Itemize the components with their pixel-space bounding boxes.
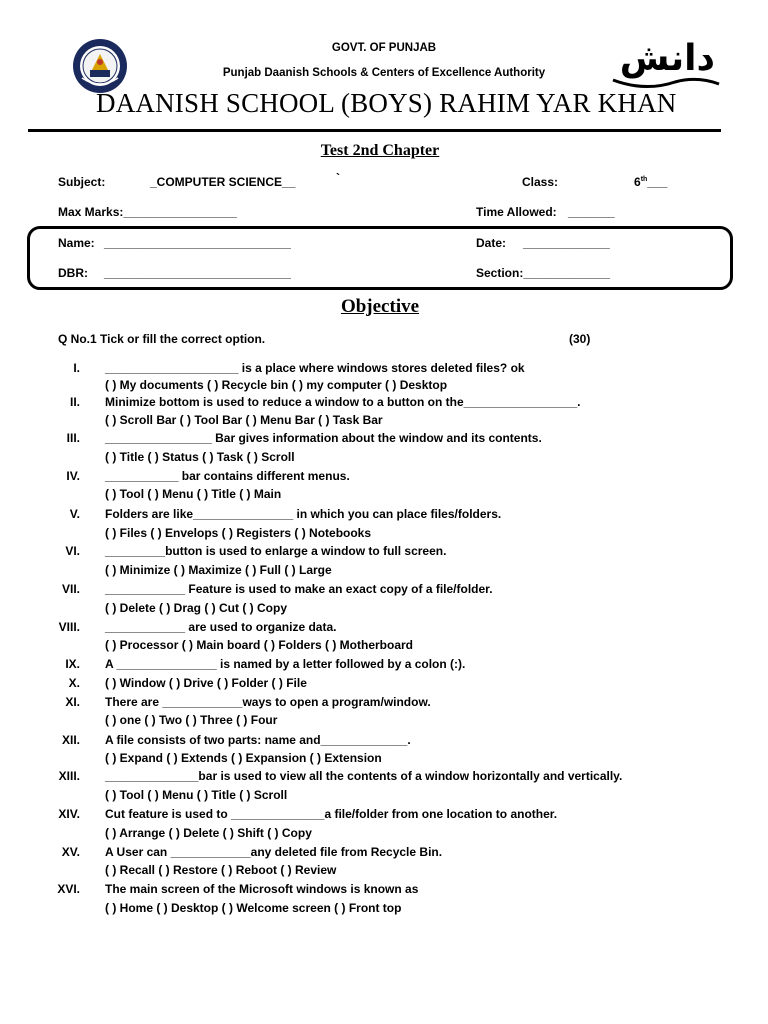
test-title: Test 2nd Chapter [320,142,440,159]
govt-heading: GOVT. OF PUNJAB [331,42,437,54]
question-options[interactable]: ( ) Files ( ) Envelops ( ) Registers ( ) Notebooks [105,526,372,540]
date-label: Date: [476,236,507,250]
authority-heading: Punjab Daanish Schools & Centers of Excellence Authority [222,67,546,79]
question-number: XII. [61,733,80,747]
objective-heading: Objective [340,296,420,317]
question-text: Minimize bottom is used to reduce a window to a button on the_________________. [105,395,581,409]
question-options[interactable]: ( ) My documents ( ) Recycle bin ( ) my computer ( ) Desktop [105,378,448,392]
question-text: There are ____________ways to open a program/window. [105,695,431,709]
question-number: XI. [65,695,80,709]
urdu-daanish-logo [605,34,723,90]
question-text: The main screen of the Microsoft windows is known as [105,882,419,896]
question-number: XIV. [58,807,80,821]
question-options[interactable]: ( ) Tool ( ) Menu ( ) Title ( ) Main [105,487,282,501]
subject-value: _COMPUTER SCIENCE__ [150,175,296,189]
question-text: ______________bar is used to view all the contents of a window horizontally and vertically. [105,769,623,783]
question-text: ________________ Bar gives information about the window and its contents. [105,431,542,445]
subject-label: Subject: [58,175,106,189]
question-number: III. [66,431,80,445]
question-options[interactable]: ( ) Delete ( ) Drag ( ) Cut ( ) Copy [105,601,287,615]
question-number: VI. [65,544,80,558]
question-text: A _______________ is named by a letter followed by a colon (:). [105,657,466,671]
question-number: VII. [61,582,80,596]
question-number: XV. [61,845,80,859]
dbr-label: DBR: [58,266,88,280]
question-number: II. [69,395,80,409]
question-options[interactable]: ( ) Home ( ) Desktop ( ) Welcome screen ( ) Front top [105,901,402,915]
question-text: A User can ____________any deleted file from Recycle Bin. [105,845,443,859]
question-number: IX. [65,657,80,671]
question-text: Cut feature is used to ______________a file/folder from one location to another. [105,807,558,821]
question-number: XVI. [57,882,80,896]
question-options[interactable]: ( ) Processor ( ) Main board ( ) Folders ( ) Motherboard [105,638,414,652]
question-options[interactable]: ( ) Recall ( ) Restore ( ) Reboot ( ) Review [105,863,337,877]
question-text: A file consists of two parts: name and_____________. [105,733,411,747]
school-name: DAANISH SCHOOL (BOYS) RAHIM YAR KHAN [96,88,677,118]
question-options[interactable]: ( ) one ( ) Two ( ) Three ( ) Four [105,713,278,727]
date-field[interactable]: _____________ [523,236,610,250]
stray-backtick: ` [336,171,340,185]
question-number: V. [69,507,80,521]
class-value: 6th___ [634,175,668,189]
question-options[interactable]: ( ) Window ( ) Drive ( ) Folder ( ) File [105,676,307,690]
name-field[interactable]: ____________________________ [104,236,291,250]
question-text: ____________ are used to organize data. [105,620,337,634]
section-field[interactable]: Section:_____________ [476,266,611,280]
question-instruction: Q No.1 Tick or fill the correct option. [58,332,266,346]
question-text: _________button is used to enlarge a window to full screen. [105,544,447,558]
question-text: ___________ bar contains different menus. [105,469,350,483]
question-number: IV. [66,469,80,483]
name-label: Name: [58,236,95,250]
question-number: X. [68,676,80,690]
question-number: XIII. [58,769,80,783]
question-number: I. [73,361,80,375]
question-text: ____________________ is a place where windows stores deleted files? ok [105,361,525,375]
question-marks: (30) [569,332,591,346]
question-options[interactable]: ( ) Title ( ) Status ( ) Task ( ) Scroll [105,450,295,464]
max-marks-field[interactable]: Max Marks:_________________ [58,205,237,219]
class-label: Class: [522,175,559,189]
svg-text:دانش: دانش [619,38,715,79]
question-options[interactable]: ( ) Tool ( ) Menu ( ) Title ( ) Scroll [105,788,288,802]
time-allowed-label: Time Allowed: [476,205,557,219]
question-options[interactable]: ( ) Minimize ( ) Maximize ( ) Full ( ) Large [105,563,332,577]
header-divider [28,129,721,132]
question-options[interactable]: ( ) Scroll Bar ( ) Tool Bar ( ) Menu Bar ( ) Task Bar [105,413,383,427]
question-options[interactable]: ( ) Expand ( ) Extends ( ) Expansion ( ) Extension [105,751,382,765]
time-allowed-field[interactable]: _______ [568,205,615,219]
question-text: Folders are like_______________ in which you can place files/folders. [105,507,502,521]
question-text: ____________ Feature is used to make an exact copy of a file/folder. [105,582,493,596]
question-number: VIII. [58,620,80,634]
dbr-field[interactable]: ____________________________ [104,266,291,280]
question-options[interactable]: ( ) Arrange ( ) Delete ( ) Shift ( ) Copy [105,826,312,840]
